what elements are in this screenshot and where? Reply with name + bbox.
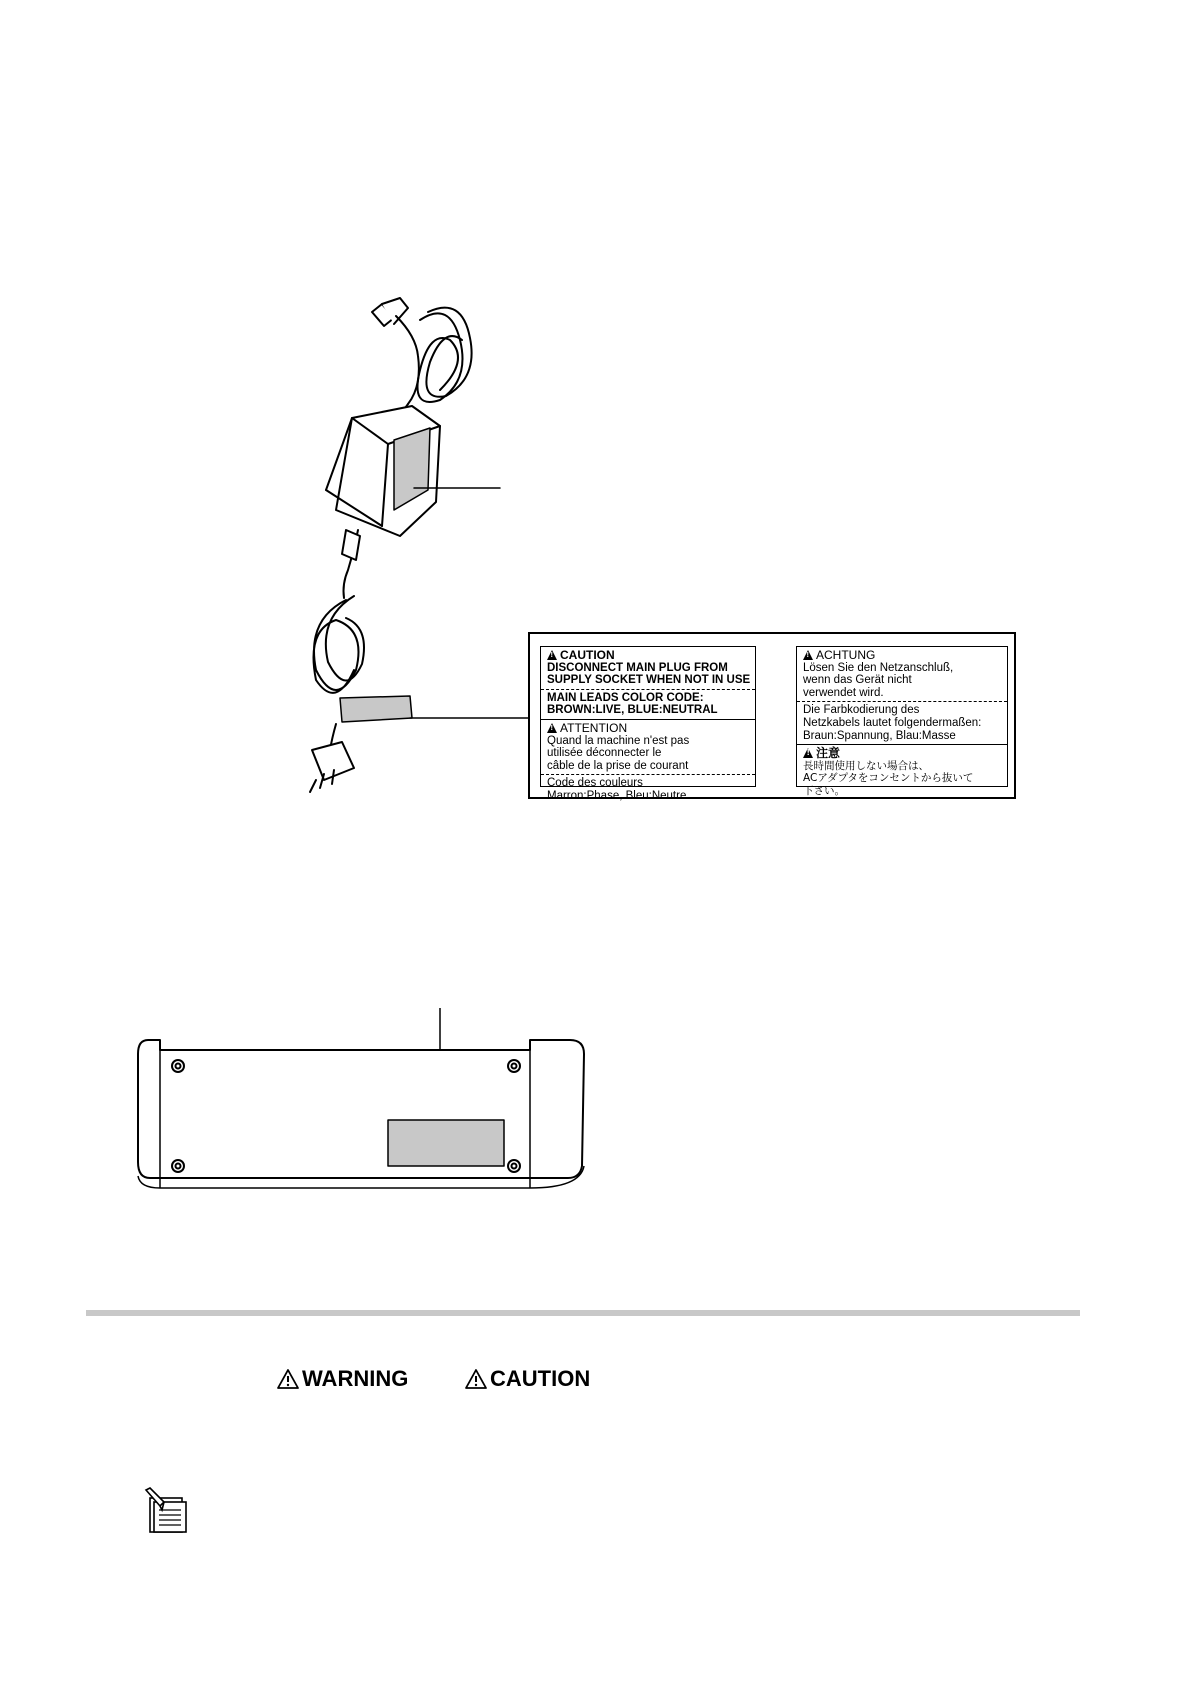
caution-heading: ! CAUTION (547, 649, 749, 662)
achtung-heading: ! ACHTUNG (803, 649, 1001, 662)
warning-triangle-icon (276, 1368, 300, 1390)
label-line: Braun:Spannung, Blau:Masse (803, 729, 956, 742)
label-line: DISCONNECT MAIN PLUG FROM (547, 661, 728, 674)
label-line: BROWN:LIVE, BLUE:NEUTRAL (547, 704, 718, 717)
label-line: 長時間使用しない場合は、 (803, 759, 929, 772)
warning-symbol (276, 1366, 408, 1392)
warning-word: WARNING (302, 1366, 409, 1391)
section-divider (86, 1310, 1080, 1316)
label-line: MAIN LEADS COLOR CODE: (547, 691, 704, 704)
label-line: Code des couleurs (547, 777, 643, 790)
label-line: Die Farbkodierung des (803, 704, 920, 717)
attention-heading: ! ATTENTION (547, 722, 749, 735)
memo-note-icon (142, 1488, 192, 1534)
label-line: câble de la prise de courant (547, 759, 689, 772)
label-line: 下さい。 (803, 784, 845, 797)
label-line: ACアダプタをコンセントから抜いて (803, 772, 974, 785)
caution-word: CAUTION (490, 1366, 591, 1391)
label-line: Marron:Phase, Bleu:Neutre (547, 789, 687, 802)
label-line: wenn das Gerät nicht (803, 674, 912, 687)
label-line: SUPPLY SOCKET WHEN NOT IN USE (547, 674, 751, 687)
label-line: verwendet wird. (803, 686, 884, 699)
caution-symbol (464, 1366, 590, 1392)
warning-triangle-icon (464, 1368, 488, 1390)
label-line: Lösen Sie den Netzanschluß, (803, 661, 954, 674)
jp-caution-heading: ! 注意 (803, 747, 1001, 760)
label-line: Netzkabels lautet folgendermaßen: (803, 716, 982, 729)
label-line: utilisée déconnecter le (547, 747, 662, 760)
label-line: Quand la machine n'est pas (547, 734, 690, 747)
